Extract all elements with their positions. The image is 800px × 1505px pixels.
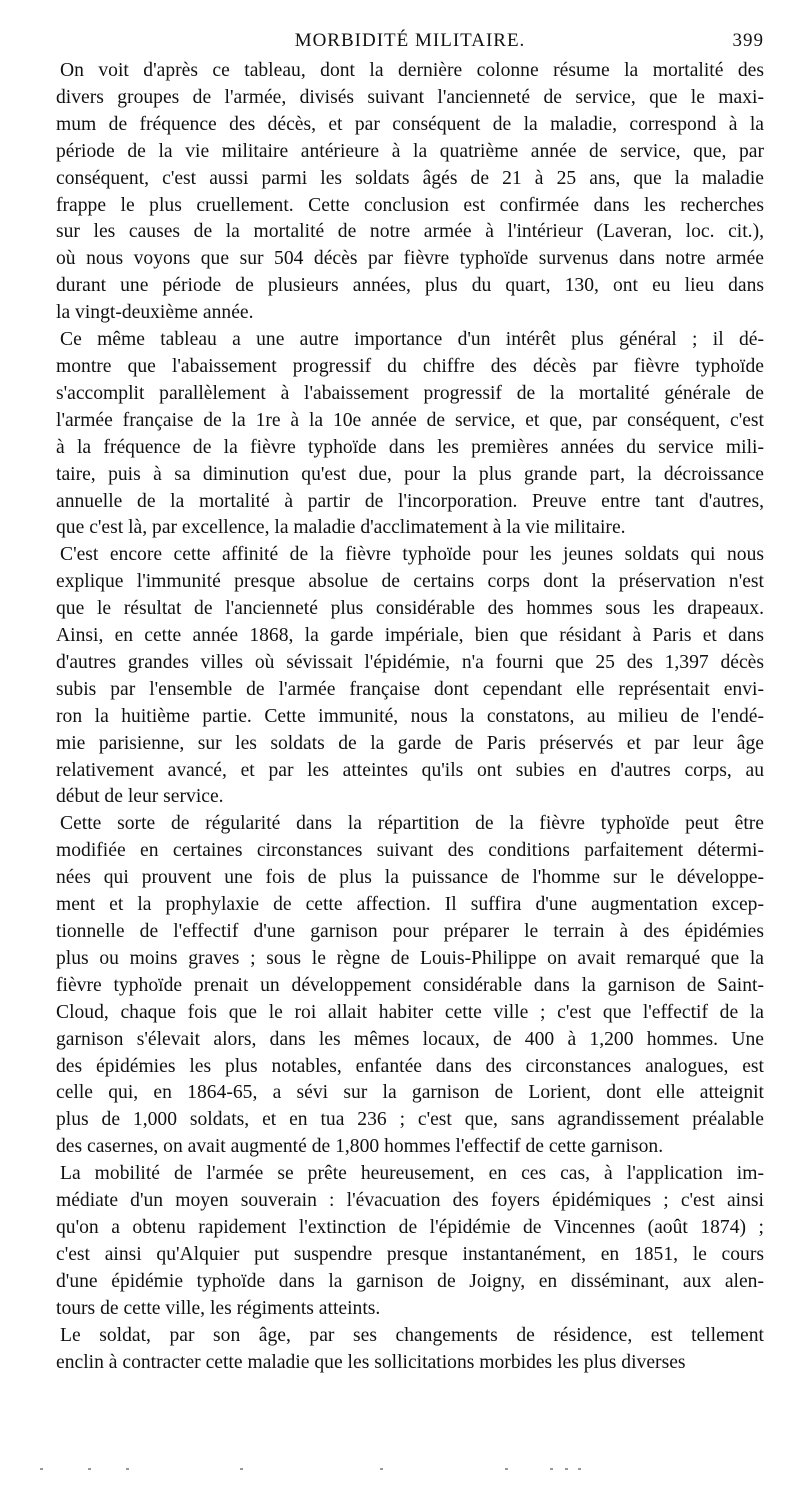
text-line: Ainsi, en cette année 1868, la garde impériale, bien que résidant à Paris et dans bbox=[56, 625, 764, 647]
page-number: 399 bbox=[732, 30, 764, 51]
text-line: modifiée en certaines circonstances suivant des conditions parfaitement détermi- bbox=[56, 840, 764, 862]
text-line: à la fréquence de la fièvre typhoïde dans les premières années du service mili- bbox=[56, 436, 764, 458]
text-line: annuelle de la mortalité à partir de l'incorporation. Preuve entre tant d'autres, bbox=[56, 490, 764, 512]
text-line: mum de fréquence des décès, et par conséquent de la maladie, correspond à la bbox=[56, 113, 764, 135]
text-line: début de leur service. bbox=[56, 786, 224, 808]
paragraph bbox=[56, 811, 764, 1161]
page bbox=[56, 30, 764, 1376]
text-line: subis par l'ensemble de l'armée française dont cependant elle représentait envi- bbox=[56, 678, 764, 700]
text-line: tours de cette ville, les régiments atteints. bbox=[56, 1297, 381, 1319]
text-line: où nous voyons que sur 504 décès par fièvre typhoïde survenus dans notre armée bbox=[56, 248, 764, 270]
text-line: tionnelle de l'effectif d'une garnison pour préparer le terrain à des épidémies bbox=[56, 921, 764, 942]
text-line: Cloud, chaque fois que le roi allait habiter cette ville ; c'est que l'effectif de la bbox=[56, 1001, 764, 1023]
text-line: c'est ainsi qu'Alquier put suspendre presque instantanément, en 1851, le cours bbox=[56, 1243, 764, 1265]
text-line: C'est encore cette affinité de la fièvre typhoïde pour les jeunes soldats qui nous bbox=[60, 544, 764, 566]
text-line: frappe le plus cruellement. Cette conclusion est confirmée dans les recherches bbox=[56, 194, 764, 216]
text-line: montre que l'abaissement progressif du chiffre des décès par fièvre typhoïde bbox=[56, 355, 764, 377]
body-text bbox=[56, 58, 764, 1376]
text-line: que le résultat de l'ancienneté plus considérable des hommes sous les drapeaux. bbox=[56, 598, 764, 620]
text-line: plus ou moins graves ; sous le règne de Louis-Philippe on avait remarqué que la bbox=[56, 947, 764, 969]
text-line: mie parisienne, sur les soldats de la garde de Paris préservés et par leur âge bbox=[56, 732, 764, 754]
text-line: médiate d'un moyen souverain : l'évacuation des foyers épidémiques ; c'est ainsi bbox=[56, 1190, 764, 1212]
text-line: la vingt-deuxième année. bbox=[56, 302, 254, 324]
text-line: durant une période de plusieurs années, plus du quart, 130, ont eu lieu dans bbox=[56, 275, 764, 297]
text-line: des épidémies les plus notables, enfantée dans des circonstances analogues, est bbox=[56, 1055, 764, 1077]
text-line: s'accomplit parallèlement à l'abaissement progressif de la mortalité générale de bbox=[56, 382, 764, 404]
text-line: d'une épidémie typhoïde dans la garnison de Joigny, en disséminant, aux alen- bbox=[56, 1270, 764, 1292]
text-line: ment et la prophylaxie de cette affection. Il suffira d'une augmentation excep- bbox=[56, 894, 764, 916]
text-line: explique l'immunité presque absolue de certains corps dont la préservation n'est bbox=[56, 571, 764, 593]
text-line: La mobilité de l'armée se prête heureusement, en ces cas, à l'application im- bbox=[60, 1163, 764, 1185]
text-line: nées qui prouvent une fois de plus la puissance de l'homme sur le développe- bbox=[56, 867, 764, 889]
page-header bbox=[56, 30, 764, 58]
text-line: On voit d'après ce tableau, dont la dernière colonne résume la mortalité des bbox=[60, 60, 764, 81]
text-line: ron la huitième partie. Cette immunité, nous la constatons, au milieu de l'endé- bbox=[56, 705, 764, 727]
text-line: d'autres grandes villes où sévissait l'épidémie, n'a fourni que 25 des 1,397 décès bbox=[56, 651, 764, 673]
paragraph bbox=[56, 542, 764, 811]
text-line: conséquent, c'est aussi parmi les soldats âgés de 21 à 25 ans, que la maladie bbox=[56, 167, 764, 189]
footer-scan-marks bbox=[40, 1466, 760, 1472]
text-line: plus de 1,000 soldats, et en tua 236 ; c'est que, sans agrandissement préalable bbox=[56, 1109, 764, 1131]
text-line: des casernes, on avait augmenté de 1,800 hommes l'effectif de cette garnison. bbox=[56, 1136, 664, 1158]
text-line: taire, puis à sa diminution qu'est due, pour la plus grande part, la décroissance bbox=[56, 463, 764, 485]
text-line: celle qui, en 1864-65, a sévi sur la garnison de Lorient, dont elle atteignit bbox=[56, 1082, 764, 1104]
text-line: relativement avancé, et par les atteintes qu'ils ont subies en d'autres corps, au bbox=[56, 759, 764, 781]
paragraph bbox=[56, 1323, 764, 1377]
text-line: qu'on a obtenu rapidement l'extinction de l'épidémie de Vincennes (août 1874) ; bbox=[56, 1216, 764, 1238]
text-line: divers groupes de l'armée, divisés suivant l'ancienneté de service, que le maxi- bbox=[56, 86, 764, 108]
text-line: fièvre typhoïde prenait un développement considérable dans la garnison de Saint- bbox=[56, 974, 764, 996]
text-line: sur les causes de la mortalité de notre armée à l'intérieur (Laveran, loc. cit.), bbox=[56, 221, 764, 243]
text-line: Cette sorte de régularité dans la répartition de la fièvre typhoïde peut être bbox=[60, 813, 764, 835]
text-line: garnison s'élevait alors, dans les mêmes locaux, de 400 à 1,200 hommes. Une bbox=[56, 1028, 764, 1050]
text-line: que c'est là, par excellence, la maladie d'acclimatement à la vie militaire. bbox=[56, 517, 626, 539]
running-title: MORBIDITÉ MILITAIRE. bbox=[294, 30, 526, 51]
paragraph bbox=[56, 327, 764, 542]
paragraph bbox=[56, 1161, 764, 1322]
text-line: Le soldat, par son âge, par ses changements de résidence, est tellement bbox=[60, 1324, 764, 1346]
text-line: l'armée française de la 1re à la 10e année de service, et que, par conséquent, c'est bbox=[56, 409, 764, 431]
paragraph bbox=[56, 58, 764, 327]
text-line: période de la vie militaire antérieure à la quatrième année de service, que, par bbox=[56, 140, 764, 162]
text-line: Ce même tableau a une autre importance d'un intérêt plus général ; il dé- bbox=[60, 329, 764, 351]
text-line: enclin à contracter cette maladie que les sollicitations morbides les plus diverses bbox=[56, 1351, 686, 1373]
